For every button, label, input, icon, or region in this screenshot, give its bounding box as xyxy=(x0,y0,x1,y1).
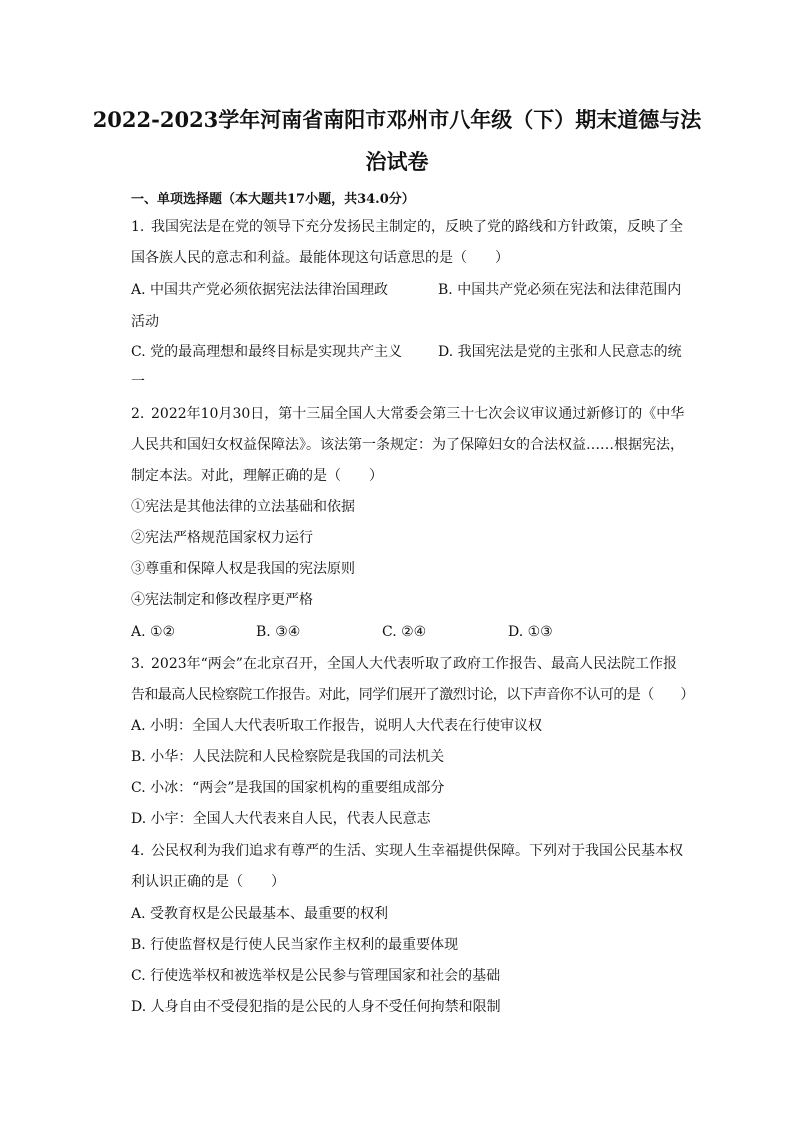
question-2-text-3: 制定本法。对此，理解正确的是（ ） xyxy=(131,468,383,484)
question-3-option-c: C. 小冰：“两会”是我国的国家机构的重要组成部分 xyxy=(131,780,445,796)
question-1-text-2: 国各族人民的意志和利益。最能体现这句话意思的是（ ） xyxy=(131,250,509,266)
question-3-option-a: A. 小明：全国人大代表听取工作报告，说明人大代表在行使审议权 xyxy=(131,718,543,734)
question-1-option-d-cont: 一 xyxy=(131,374,145,390)
exam-title-line2: 治试卷 xyxy=(365,149,429,174)
question-1-option-b: B. 中国共产党必须在宪法和法律范围内 xyxy=(438,282,682,298)
question-1-line-1 xyxy=(131,218,683,236)
question-4-option-a: A. 受教育权是公民最基本、最重要的权利 xyxy=(131,906,389,922)
exam-title-line1: 2022-2023学年河南省南阳市邓州市八年级（下）期末道德与法 xyxy=(92,107,702,132)
question-2-item-1: ①宪法是其他法律的立法基础和依据 xyxy=(131,499,355,515)
question-1-option-c: C. 党的最高理想和最终目标是实现共产主义 xyxy=(131,344,403,360)
question-3-option-b: B. 小华：人民法院和人民检察院是我国的司法机关 xyxy=(131,749,445,765)
question-4-option-c: C. 行使选举权和被选举权是公民参与管理国家和社会的基础 xyxy=(131,968,501,984)
question-1-option-b-cont: 活动 xyxy=(131,314,159,330)
section-heading-single-choice: 一、单项选择题（本大题共17小题，共34.0分） xyxy=(131,192,415,207)
question-2-option-a: A. ①② xyxy=(131,624,176,640)
question-3-number: 3. xyxy=(131,656,145,672)
question-4-line-1 xyxy=(131,842,683,860)
question-2-line-1 xyxy=(131,405,684,423)
question-1-number: 1. xyxy=(131,219,145,235)
question-4-text-1: 公民权利为我们追求有尊严的生活、实现人生幸福提供保障。下列对于我国公民基本权 xyxy=(151,843,683,859)
question-3-option-d: D. 小宇：全国人大代表来自人民，代表人民意志 xyxy=(131,811,431,827)
question-4-option-b: B. 行使监督权是行使人民当家作主权利的最重要体现 xyxy=(131,937,459,953)
question-2-item-4: ④宪法制定和修改程序更严格 xyxy=(131,592,313,608)
question-1-option-d: D. 我国宪法是党的主张和人民意志的统 xyxy=(438,344,682,360)
question-4-text-2: 利认识正确的是（ ） xyxy=(131,874,285,890)
question-3-line-1 xyxy=(131,655,677,673)
question-2-item-3: ③尊重和保障人权是我国的宪法原则 xyxy=(131,561,355,577)
question-4-option-d: D. 人身自由不受侵犯指的是公民的人身不受任何拘禁和限制 xyxy=(131,999,501,1015)
question-1-text-1: 我国宪法是在党的领导下充分发扬民主制定的，反映了党的路线和方针政策，反映了全 xyxy=(151,219,683,235)
question-2-option-d: D. ①③ xyxy=(508,624,553,640)
question-2-item-2: ②宪法严格规范国家权力运行 xyxy=(131,530,313,546)
question-2-text-1: 2022年10月30日，第十三届全国人大常委会第三十七次会议审议通过新修订的《中华 xyxy=(151,406,685,422)
question-3-text-1: 2023年“两会”在北京召开，全国人大代表听取了政府工作报告、最高人民法院工作报 xyxy=(151,656,677,672)
question-2-option-c: C. ②④ xyxy=(382,624,427,640)
question-1-option-a: A. 中国共产党必须依据宪法法律治国理政 xyxy=(131,282,389,298)
question-4-number: 4. xyxy=(131,843,145,859)
question-2-text-2: 人民共和国妇女权益保障法》。该法第一条规定：为了保障妇女的合法权益……根据宪法， xyxy=(131,437,684,453)
question-2-option-b: B. ③④ xyxy=(256,624,301,640)
question-3-text-2: 告和最高人民检察院工作报告。对此，同学们展开了激烈讨论，以下声音你不认可的是（ ） xyxy=(131,687,694,703)
question-2-number: 2. xyxy=(131,406,145,422)
